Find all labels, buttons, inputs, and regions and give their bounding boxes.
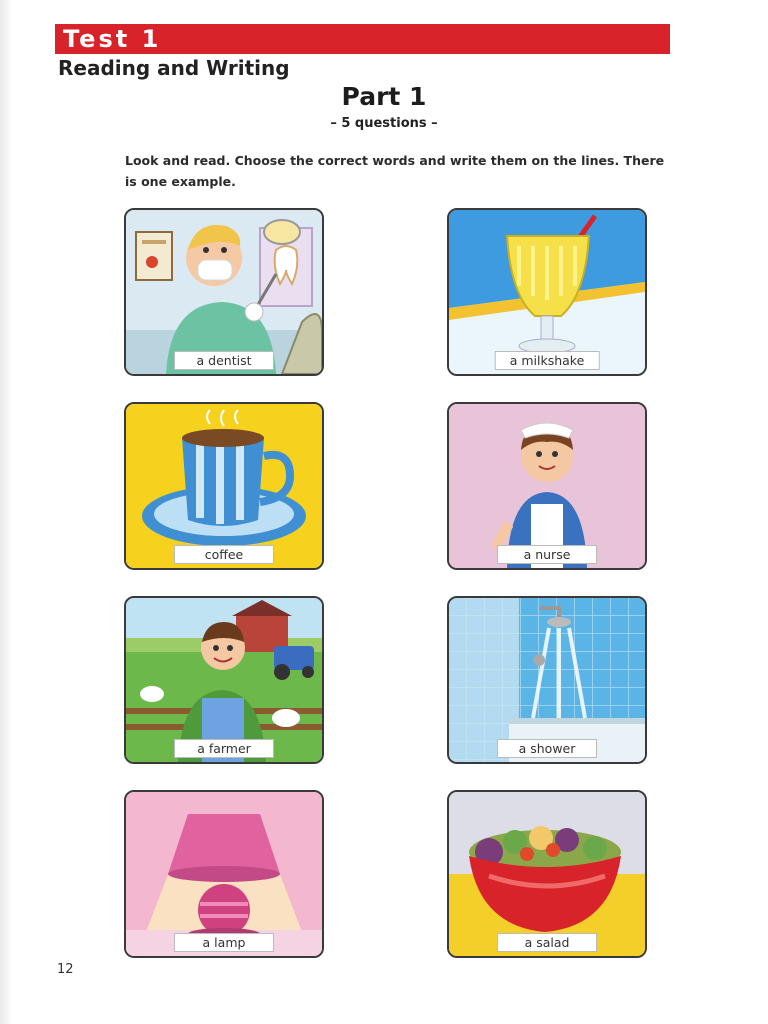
test-label: Test 1 bbox=[63, 25, 162, 53]
nurse-picture bbox=[449, 404, 645, 568]
page-edge-shadow bbox=[0, 0, 12, 1024]
picture-card-dentist bbox=[124, 208, 324, 376]
page-number: 12 bbox=[57, 962, 74, 977]
picture-card-milkshake bbox=[447, 208, 647, 376]
picture-card-salad bbox=[447, 790, 647, 958]
lamp-picture bbox=[126, 792, 322, 956]
part-title: Part 1 bbox=[341, 82, 427, 111]
picture-card-nurse bbox=[447, 402, 647, 570]
dentist-picture bbox=[126, 210, 322, 374]
milkshake-picture bbox=[449, 210, 645, 374]
picture-card-shower bbox=[447, 596, 647, 764]
card-label-salad: a salad bbox=[497, 933, 597, 952]
picture-card-lamp bbox=[124, 790, 324, 958]
card-label-coffee: coffee bbox=[174, 545, 274, 564]
farmer-picture bbox=[126, 598, 322, 762]
card-label-nurse: a nurse bbox=[497, 545, 597, 564]
card-label-farmer: a farmer bbox=[174, 739, 274, 758]
card-label-shower: a shower bbox=[497, 739, 597, 758]
card-label-milkshake: a milkshake bbox=[495, 351, 600, 370]
picture-card-coffee bbox=[124, 402, 324, 570]
salad-picture bbox=[449, 792, 645, 956]
picture-card-farmer bbox=[124, 596, 324, 764]
part-subtitle: – 5 questions – bbox=[330, 116, 438, 131]
instructions-text: Look and read. Choose the correct words and write them on the lines. There is one example. bbox=[125, 153, 665, 189]
card-label-lamp: a lamp bbox=[174, 933, 274, 952]
test-header-bar bbox=[55, 24, 670, 54]
section-title: Reading and Writing bbox=[58, 56, 290, 80]
coffee-picture bbox=[126, 404, 322, 568]
card-label-dentist: a dentist bbox=[174, 351, 274, 370]
shower-picture bbox=[449, 598, 645, 762]
